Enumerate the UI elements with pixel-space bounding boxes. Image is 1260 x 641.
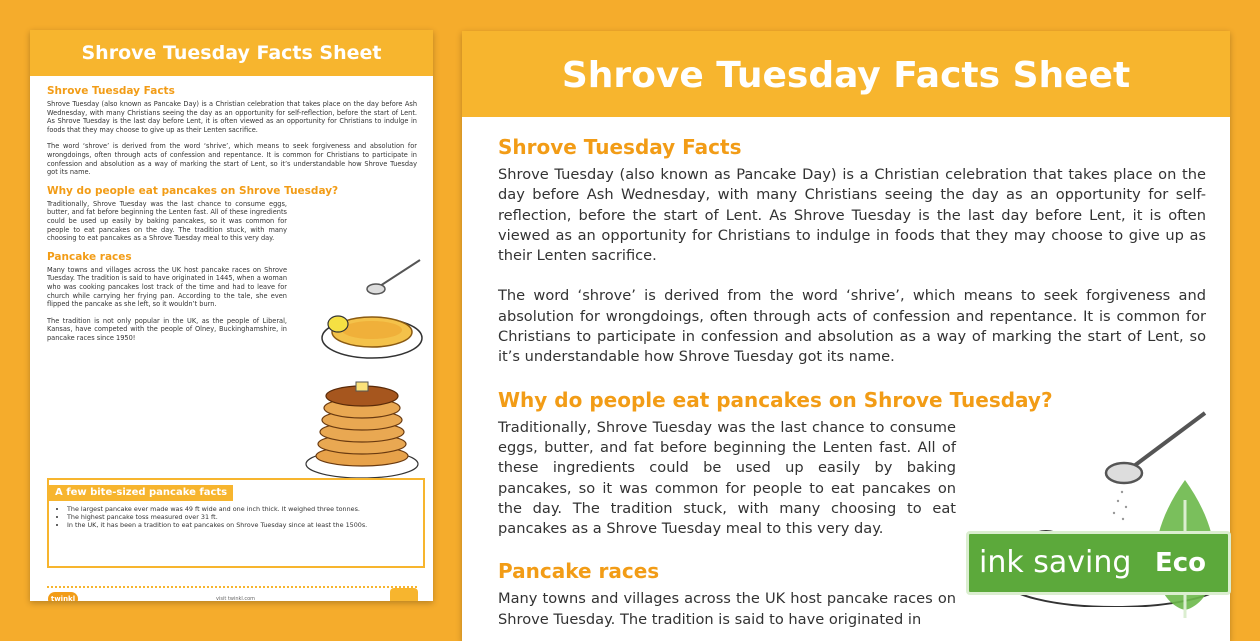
footer-divider (47, 586, 417, 588)
footer-url: visit twinkl.com (216, 596, 256, 601)
main-facts-paragraph-1: Shrove Tuesday (also known as Pancake Day) is a Christian celebration that takes place on the day before Ash Wednesday, with many Christians seeing the day as an opportunity for self-reflection, before the start of Lent. As Shrove Tuesday is the last day before Lent, it is often viewed as an opportunity for Christians to indulge in foods that they may choose to give up as their Lenten sacrifice. (498, 166, 1206, 265)
main-races-heading: Pancake races (498, 559, 660, 584)
main-races-paragraph-1: Many towns and villages across the UK host pancake races on Shrove Tuesday. The tradition is said to have originated in (498, 590, 956, 628)
thumbnail-races-paragraph-1: Many towns and villages across the UK host pancake races on Shrove Tuesday. The tradition is said to have originated in 1445, when a woman who was cooking pancakes lost track of the time and had to leave for church while carrying her frying pan. According to the tale, she even flipped the pancake as she left, so it wouldn’t burn. (47, 265, 287, 309)
thumbnail-facts-paragraph-1: Shrove Tuesday (also known as Pancake Day) is a Christian celebration that takes place on the day before Ash Wednesday, with many Christians seeing the day as an opportunity for self-reflection, before the start of Lent. As Shrove Tuesday is the last day before Lent, it is often viewed as an opportunity for Christians to indulge in foods that they may choose to give up as their Lenten sacrifice. (47, 100, 417, 134)
facts-box-item: • The highest pancake toss measured over 31 ft. (67, 513, 423, 521)
facts-box-item: • The largest pancake ever made was 49 ft wide and one inch thick. It weighed three tonnes. (67, 505, 423, 513)
main-facts-heading: Shrove Tuesday Facts (498, 135, 742, 159)
main-why-paragraph: Traditionally, Shrove Tuesday was the last chance to consume eggs, butter, and fat before beginning the Lenten fast. All of these ingredients could be used up easily by baking pancakes, so it was common for people to eat pancakes on the day. The tradition stuck, with many choosing to eat pancakes as a Shrove Tuesday meal to this very day. (498, 418, 956, 538)
thumbnail-races-heading: Pancake races (47, 250, 132, 263)
thumbnail-why-paragraph: Traditionally, Shrove Tuesday was the last chance to consume eggs, butter, and fat before beginning the Lenten fast. All of these ingredients could be used up easily by baking pancakes, so it was common for people to eat pancakes on the day. The tradition stuck, with many choosing to eat pancakes as a Shrove Tuesday meal to this very day. (47, 199, 287, 243)
pancake-plate-illustration (310, 256, 425, 362)
ink-saving-label: ink saving (979, 545, 1132, 580)
main-title: Shrove Tuesday Facts Sheet (462, 31, 1230, 117)
twinkl-logo: twinkl (48, 592, 78, 601)
thumbnail-facts-heading: Shrove Tuesday Facts (47, 85, 175, 97)
thumbnail-page (30, 30, 433, 601)
footer-badge (390, 588, 418, 601)
pancake-stack-illustration (298, 376, 423, 480)
thumbnail-facts-paragraph-2: The word ‘shrove’ is derived from the word ‘shrive’, which means to seek forgiveness and absolution for wrongdoings, often through acts of confession and repentance. It is common for Christians to participate in confession and absolution as a way of marking the start of Lent, so it’s understandable how Shrove Tuesday got its name. (47, 142, 417, 177)
pancake-facts-box (47, 478, 425, 568)
main-why-heading: Why do people eat pancakes on Shrove Tuesday? (498, 387, 1053, 412)
facts-box-title: A few bite-sized pancake facts (49, 485, 233, 501)
eco-label: Eco (1154, 548, 1206, 578)
main-facts-paragraph-2: The word ‘shrove’ is derived from the word ‘shrive’, which means to seek forgiveness and absolution for wrongdoings, often through acts of confession and repentance. It is common for Christians to participate in confession and absolution as a way of marking the start of Lent, so it’s understandable how Shrove Tuesday got its name. (498, 287, 1206, 366)
facts-box-list (49, 505, 423, 530)
facts-box-item: • In the UK, it has been a tradition to eat pancakes on Shrove Tuesday since at least the 1500s. (67, 521, 423, 529)
thumbnail-why-heading: Why do people eat pancakes on Shrove Tuesday? (47, 184, 339, 197)
thumbnail-title: Shrove Tuesday Facts Sheet (30, 30, 433, 76)
thumbnail-races-paragraph-2: The tradition is not only popular in the UK, as the people of Liberal, Kansas, have competed with the people of Olney, Buckinghamshire, in pancake races since 1950! (47, 316, 287, 342)
ink-saving-eco-badge (966, 531, 1231, 595)
